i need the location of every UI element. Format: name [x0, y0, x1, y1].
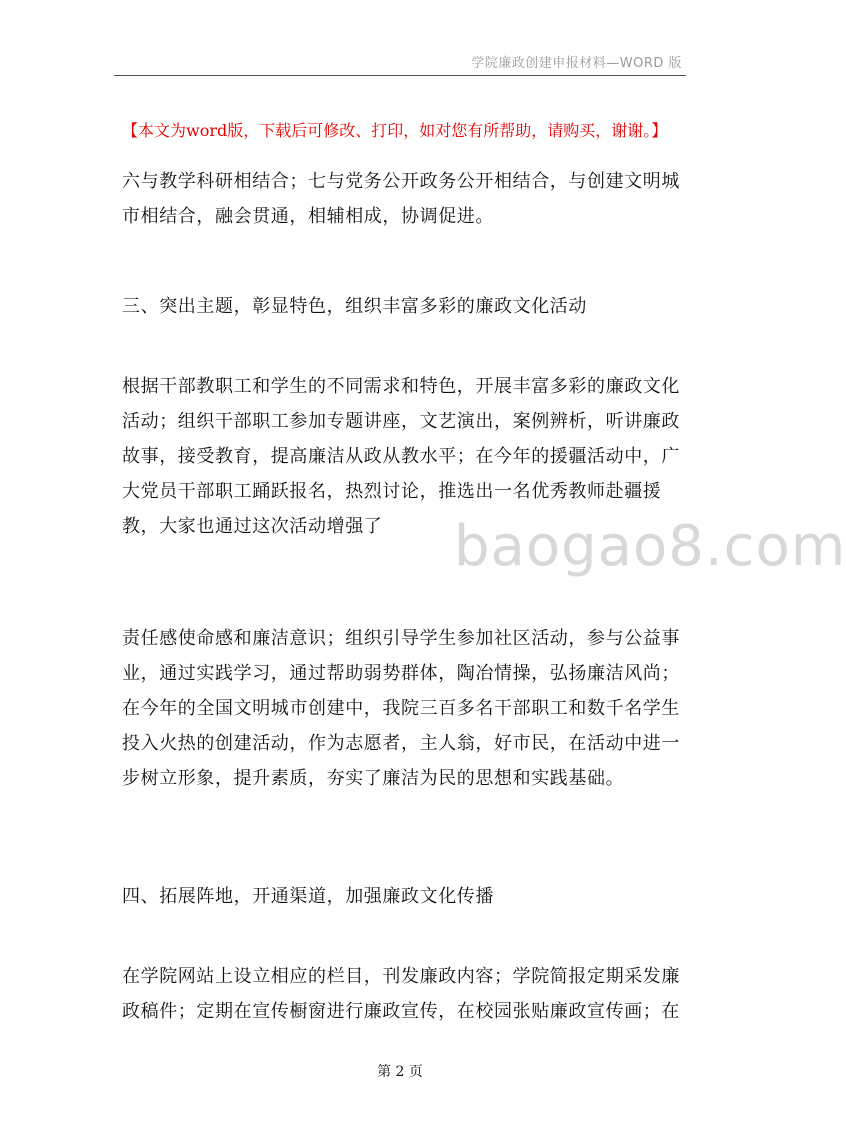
paragraph-text: 根据干部教职工和学生的不同需求和特色，开展丰富多彩的廉政文化活动；组织干部职工参加专题讲座，文艺演出，案例辨析，听讲廉政故事，接受教育，提高廉洁从政从教水平；在今年的援疆活动中，广大党员干部职工踊跃报名，热烈讨论，推选出一名优秀教师赴疆援教，大家也通过这次活动增强了 — [122, 376, 680, 537]
running-header: 学院廉政创建申报材料—WORD 版 — [471, 56, 682, 71]
section-heading-4 — [122, 879, 694, 914]
page-number: 第 2 页 — [377, 1064, 423, 1080]
paragraph-text: 六与教学科研相结合；七与党务公开政务公开相结合，与创建文明城市相结合，融会贯通，相辅相成，协调促进。 — [122, 171, 680, 227]
heading-text: 四、拓展阵地，开通渠道，加强廉政文化传播 — [122, 886, 494, 907]
heading-text: 三、突出主题，彰显特色，组织丰富多彩的廉政文化活动 — [122, 296, 587, 317]
paragraph-channels — [122, 959, 694, 1029]
download-notice: 【本文为word版，下载后可修改、打印，如对您有所帮助，请购买，谢谢。】 — [122, 121, 668, 140]
paragraph-text: 在学院网站上设立相应的栏目，刊发廉政内容；学院简报定期采发廉政稿件；定期在宣传橱窗进行廉政宣传，在校园张贴廉政宣传画；在 — [122, 966, 680, 1022]
paragraph-continuation — [122, 164, 694, 234]
paragraph-responsibility — [122, 621, 694, 796]
watermark: baogao8.com — [454, 514, 846, 579]
header-divider — [114, 75, 686, 76]
section-heading-3 — [122, 289, 694, 324]
paragraph-text: 责任感使命感和廉洁意识；组织引导学生参加社区活动，参与公益事业，通过实践学习，通过帮助弱势群体，陶冶情操，弘扬廉洁风尚；在今年的全国文明城市创建中，我院三百多名干部职工和数千名学生投入火热的创建活动，作为志愿者，主人翁，好市民，在活动中进一步树立形象，提升素质，夯实了廉洁为民的思想和实践基础。 — [122, 628, 680, 789]
